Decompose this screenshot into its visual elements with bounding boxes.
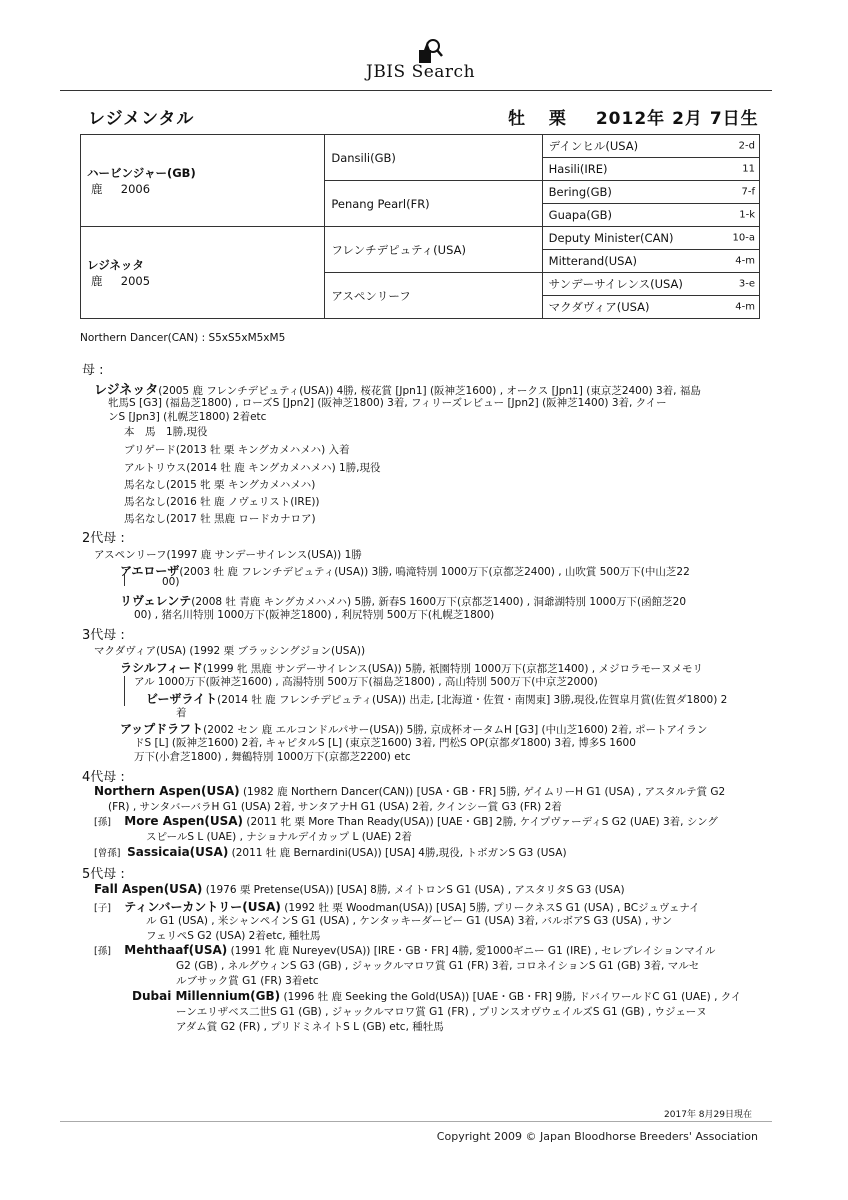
logo-text-jbis: JBIS (366, 62, 406, 82)
family-member-line: フェリペS G2 (USA) 2着etc, 種牡馬 (146, 930, 321, 942)
family-member-line: アダム賞 G2 (FR) , プリドミネイトS L (GB) etc, 種牡馬 (176, 1021, 444, 1033)
family-member-line: 着 (176, 707, 187, 719)
dam-dam-cell: アスペンリーフ (325, 273, 542, 319)
second-dam-line: アスペンリーフ(1997 鹿 サンデーサイレンス(USA)) 1勝 (94, 549, 362, 561)
inbreeding-note: Northern Dancer(CAN) : S5xS5xM5xM5 (80, 332, 286, 344)
g3-name: Mitterand(USA) (548, 254, 638, 268)
dam-record-text: (2005 鹿 フレンチデピュティ(USA)) 4勝, 桜花賞 [Jpn1] (阪神芝1600) , オークス [Jpn1] (東京芝2400) 3着, 福島 (158, 385, 701, 397)
g3-name: Guapa(GB) (548, 208, 613, 222)
family-member-text: (1992 牡 栗 Woodman(USA)) [USA] 5勝, プリークネスS G1 (USA) , BCジュヴェナイ (284, 902, 700, 914)
dam-sire-cell: フレンチデピュティ(USA) (325, 227, 542, 273)
relation-tag: [孫] (94, 817, 111, 828)
family-member-line: スピールS L (UAE) , ナショナルデイカップ L (UAE) 2着 (146, 831, 412, 843)
family-member-line (120, 562, 690, 579)
g3-cell-1 (542, 135, 759, 158)
section-5th-dam-title: 5代母 : (82, 867, 125, 882)
g3-name: Deputy Minister(CAN) (548, 231, 674, 245)
family-code: 2-d (738, 140, 755, 152)
g3-cell-5 (542, 227, 759, 250)
family-member-name: Dubai Millennium(GB) (132, 989, 281, 1003)
third-dam-line: マクダヴィア(USA) (1992 栗 ブラッシングジョン(USA)) (94, 645, 366, 657)
header-divider (60, 90, 772, 91)
offspring-line: アルトリウス(2014 牡 鹿 キングカメハメハ) 1勝,現役 (124, 462, 381, 474)
horse-sex: 牡 (508, 109, 526, 129)
family-member-text: (2002 セン 鹿 エルコンドルパサー(USA)) 5勝, 京成杯オータムH [G3] (中山芝1600) 2着, ポートアイラン (203, 724, 708, 736)
pedigree-row (81, 227, 760, 250)
g3-cell-2 (542, 158, 759, 181)
family-member-name: リヴェレンテ (120, 594, 192, 608)
family-member-line: ドS [L] (阪神芝1600) 2着, キャピタルS [L] (東京芝1600) 3着, 門松S OP(京都ダ1800) 3着, 博多S 1600 (134, 737, 636, 749)
offspring-line: 馬名なし(2016 牡 鹿 ノヴェリスト(IRE)) (124, 496, 320, 508)
fifth-dam-line (94, 882, 625, 897)
family-member-line: アル 1000万下(阪神芝1600) , 高湯特別 500万下(福島芝1800) , 高山特別 500万下(中京芝2000) (134, 676, 598, 688)
family-member-name: Mehthaaf(USA) (124, 943, 228, 957)
section-2nd-dam-title: 2代母 : (82, 531, 125, 546)
dam-name: レジネッタ (87, 257, 144, 272)
section-3rd-dam-title: 3代母 : (82, 628, 125, 643)
family-member-text: (2008 牡 青鹿 キングカメハメハ) 5勝, 新春S 1600万下(京都芝1400) , 洞爺湖特別 1000万下(函館芝20 (191, 596, 686, 608)
sire-dam-cell: Penang Pearl(FR) (325, 181, 542, 227)
g3-name: Hasili(IRE) (548, 162, 608, 176)
offspring-line: 馬名なし(2017 牡 黒鹿 ロードカナロア) (124, 513, 316, 525)
family-code: 7-f (741, 186, 755, 198)
horse-birthdate: 2012年 2月 7日生 (595, 109, 759, 129)
tree-connector (124, 574, 125, 586)
g3-name: サンデーサイレンス(USA) (548, 277, 683, 291)
relation-tag: [曾孫] (94, 848, 121, 859)
g3-cell-7 (542, 273, 759, 296)
footer-divider (60, 1121, 772, 1122)
family-member-line: 00) (162, 576, 180, 588)
dam-cell (81, 227, 325, 319)
family-member-text: (1999 牝 黒鹿 サンデーサイレンス(USA)) 5勝, 祇園特別 1000万下(京都芝1400) , メジロラモーヌメモリ (202, 663, 704, 675)
family-member-line: 00) , 猪名川特別 1000万下(阪神芝1800) , 利尻特別 500万下(札幌芝1800) (134, 609, 495, 621)
family-code: 1-k (739, 209, 755, 221)
relation-tag: [孫] (94, 946, 111, 957)
family-member-line: 万下(小倉芝1800) , 舞鶴特別 1000万下(京都芝2200) etc (134, 751, 411, 763)
g3-name: デインヒル(USA) (548, 139, 639, 153)
fourth-dam-line: (FR) , サンタバーバラH G1 (USA) 2着, サンタアナH G1 (USA) 2着, クインシー賞 G3 (FR) 2着 (108, 801, 562, 813)
family-member-name: ラシルフィード (120, 661, 203, 675)
sire-sire-cell: Dansili(GB) (325, 135, 542, 181)
family-member-text: (2003 牡 鹿 フレンチデピュティ(USA)) 3勝, 鳴滝特別 1000万下(京都芝2400) , 山吹賞 500万下(中山芝22 (179, 566, 690, 578)
horse-name: レジメンタル (88, 109, 195, 129)
family-member-line (132, 989, 741, 1004)
family-code: 10-a (732, 232, 755, 244)
family-member-line: ル G1 (USA) , 米シャンペインS G1 (USA) , ケンタッキーダービー G1 (USA) 3着, バルボアS G3 (USA) , サン (146, 915, 673, 927)
fifth-dam-text: (1976 栗 Pretense(USA)) [USA] 8勝, メイトロンS G1 (USA) , アスタリタS G3 (USA) (205, 884, 625, 896)
sire-year: 2006 (120, 181, 151, 196)
pedigree-table (80, 134, 760, 319)
dam-record-name: レジネッタ (94, 383, 159, 398)
fourth-dam-name: Northern Aspen(USA) (94, 784, 240, 798)
fifth-dam-name: Fall Aspen(USA) (94, 882, 203, 896)
horse-head-icon (416, 38, 444, 64)
g3-name: マクダヴィア(USA) (548, 300, 650, 314)
family-code: 3-e (738, 278, 755, 290)
g3-cell-3 (542, 181, 759, 204)
dam-record-line: ンS [Jpn3] (札幌芝1800) 2着etc (108, 411, 267, 423)
horse-info (508, 104, 759, 129)
section-dam-title: 母 : (82, 363, 104, 378)
section-4th-dam-title: 4代母 : (82, 770, 125, 785)
family-member-line: ルブサック賞 G1 (FR) 3着etc (176, 975, 319, 987)
as-of-date: 2017年 8月29日現在 (664, 1110, 752, 1120)
fourth-dam-text: (1982 鹿 Northern Dancer(CAN)) [USA・GB・FR] 5勝, ゲイムリーH G1 (USA) , アスタルテ賞 G2 (242, 786, 726, 798)
dam-year: 2005 (120, 273, 151, 288)
logo-text-search: Search (411, 62, 476, 82)
relation-tag: [子] (94, 903, 111, 914)
family-member-line (94, 845, 567, 860)
family-code: 4-m (735, 301, 755, 313)
family-member-line (94, 943, 715, 958)
family-member-text: (1996 牡 鹿 Seeking the Gold(USA)) [UAE・GB・FR] 9勝, ドバイワールドC G1 (UAE) , クイ (283, 991, 742, 1003)
copyright-notice: Copyright 2009 © Japan Bloodhorse Breeders' Association (436, 1130, 758, 1143)
family-member-text: (2011 牡 鹿 Bernardini(USA)) [USA] 4勝,現役, トボガンS G3 (USA) (231, 847, 567, 859)
offspring-line: 本 馬 1勝,現役 (124, 426, 208, 438)
family-member-name: アエローザ (120, 564, 180, 578)
dam-color: 鹿 (91, 273, 103, 288)
sire-cell (81, 135, 325, 227)
fourth-dam-line (94, 784, 725, 799)
family-member-name: ティンバーカントリー(USA) (124, 900, 281, 914)
family-member-text: (2014 牡 鹿 フレンチデピュティ(USA)) 出走, [北海道・佐賀・南関東] 3勝,現役,佐賀皐月賞(佐賀ダ1800) 2 (217, 694, 728, 706)
family-code: 11 (742, 163, 755, 175)
offspring-line: ブリゲード(2013 牡 栗 キングカメハメハ) 入着 (124, 444, 350, 456)
family-member-line (94, 814, 718, 829)
family-member-name: Sassicaia(USA) (127, 845, 229, 859)
family-member-text: (1991 牝 鹿 Nureyev(USA)) [IRE・GB・FR] 4勝, 愛1000ギニー G1 (IRE) , セレブレイションマイル (230, 945, 716, 957)
family-member-line: G2 (GB) , ネルグウィンS G3 (GB) , ジャックルマロワ賞 G1 (FR) 3着, コロネイションS G1 (GB) 3着, マルセ (176, 960, 700, 972)
offspring-line: 馬名なし(2015 牝 栗 キングカメハメハ) (124, 479, 316, 491)
sire-color: 鹿 (91, 181, 103, 196)
g3-name: Bering(GB) (548, 185, 612, 199)
tree-connector (124, 676, 125, 706)
sire-name: ハービンジャー(GB) (87, 165, 196, 180)
family-member-name: More Aspen(USA) (124, 814, 244, 828)
jbis-logo (366, 38, 496, 86)
family-member-name: ビーザライト (146, 692, 218, 706)
family-member-text: (2011 牝 栗 More Than Ready(USA)) [UAE・GB] 2勝, ケイプヴァーディS G2 (UAE) 3着, シング (246, 816, 718, 828)
g3-cell-8 (542, 296, 759, 319)
family-code: 4-m (735, 255, 755, 267)
family-member-line: ーンエリザベス二世S G1 (GB) , ジャックルマロワ賞 G1 (FR) , プリンスオヴウェイルズS G1 (GB) , ウジェーヌ (176, 1006, 707, 1018)
g3-cell-6 (542, 250, 759, 273)
dam-record-line: 牝馬S [G3] (福島芝1800) , ローズS [Jpn2] (阪神芝1800) 3着, フィリーズレビュー [Jpn2] (阪神芝1400) 3着, クイー (108, 397, 667, 409)
horse-color: 栗 (548, 109, 567, 129)
pedigree-row (81, 135, 760, 158)
g3-cell-4 (542, 204, 759, 227)
family-member-line (146, 690, 727, 707)
family-member-name: アップドラフト (120, 722, 204, 736)
